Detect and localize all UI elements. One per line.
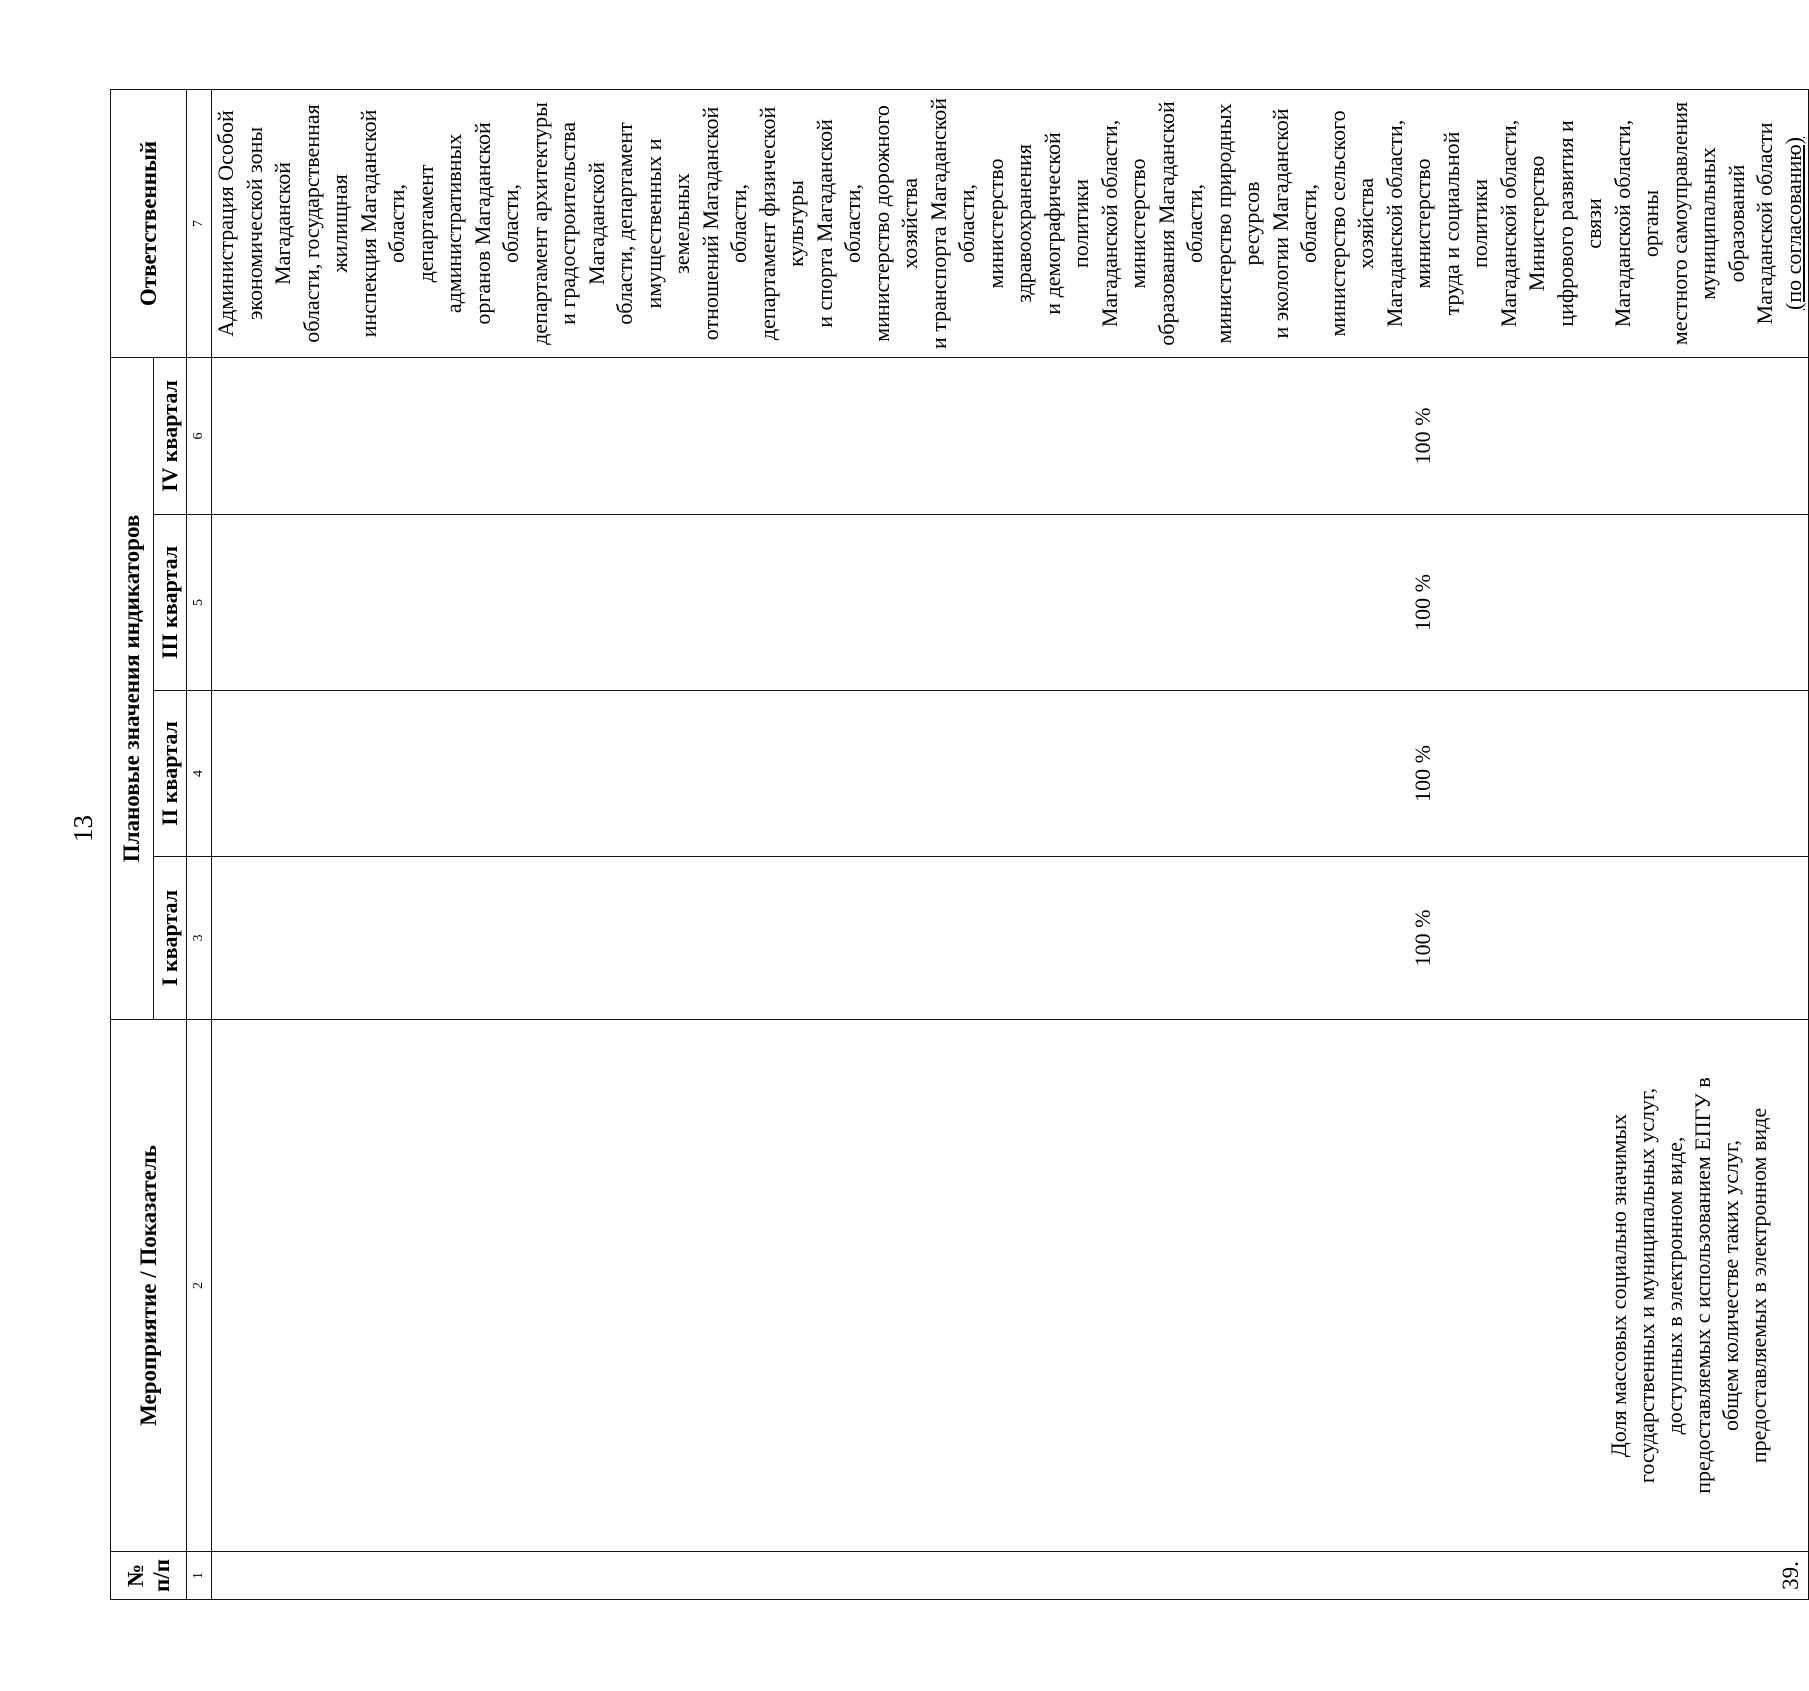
indicator-line: общем количестве таких услуг, [1718, 1139, 1743, 1432]
responsible-line: отношений Магаданской области, [697, 106, 751, 341]
responsible-line: области, департамент [612, 122, 637, 325]
responsible-line: Магаданской области, министерство [1096, 119, 1150, 328]
responsible-line: Администрация Особой [213, 110, 238, 337]
table-row [212, 89, 1809, 1599]
q3-value: 100 % [1410, 574, 1435, 631]
q2-value-cell [212, 691, 1809, 857]
row-number: 39. [1778, 1561, 1803, 1590]
column-number: 2 [187, 1020, 212, 1552]
indicators-table [110, 89, 1809, 1600]
header-q4: IV квартал [154, 357, 187, 514]
responsible-line: (по согласованию) [1780, 136, 1806, 310]
indicator-line: Доля массовых социально значимых [1606, 1113, 1631, 1458]
header-activity: Мероприятие / Показатель [111, 1020, 187, 1552]
header-q2: II квартал [154, 691, 187, 857]
indicator-text [1605, 1020, 1808, 1551]
column-number: 7 [187, 89, 212, 357]
responsible-line: и экологии Магаданской области, [1267, 108, 1321, 339]
responsible-line: Магаданской области, министерство [1381, 119, 1435, 328]
responsible-line: департамент физической культуры [754, 106, 808, 341]
responsible-line: Магаданской области [1752, 122, 1777, 325]
responsible-line: и транспорта Магаданской области, [925, 97, 979, 349]
indicator-line: государственных и муниципальных услуг, [1634, 1087, 1659, 1484]
column-number: 5 [187, 515, 212, 691]
row-number-cell [212, 1552, 1809, 1600]
rotated-page-content [110, 90, 1806, 1600]
responsible-line: Магаданской области, органы [1609, 119, 1663, 328]
responsible-line: Магаданской области, Министерство [1495, 119, 1549, 328]
q1-value: 100 % [1410, 909, 1435, 967]
indicator-line: предоставляемых с использованием ЕПГУ в [1690, 1077, 1715, 1494]
responsible-line: департамент архитектуры [526, 102, 552, 345]
responsible-line: области, государственная жилищная [298, 104, 352, 343]
responsible-line: министерство природных ресурсов [1210, 103, 1264, 344]
header-q3: III квартал [154, 515, 187, 691]
responsible-line: органов Магаданской области, [469, 122, 523, 325]
column-number: 4 [187, 691, 212, 857]
q4-value-cell [212, 357, 1809, 514]
column-number: 6 [187, 357, 212, 514]
header-planned-values: Плановые значения индикаторов [111, 357, 154, 1019]
column-numbers-row [187, 89, 212, 1599]
responsible-line: департамент административных [412, 133, 466, 314]
responsible-line: инспекция Магаданской области, [355, 109, 409, 338]
indicator-line: доступных в электронном виде, [1662, 1136, 1687, 1435]
page-number: 13 [68, 815, 98, 842]
responsible-line: образования Магаданской области, [1153, 101, 1207, 346]
responsible-line: труда и социальной политики [1438, 131, 1492, 316]
responsible-line: и спорта Магаданской области, [811, 119, 865, 328]
q1-value-cell [212, 857, 1809, 1020]
header-row-1 [111, 89, 154, 1599]
responsible-line: экономической зоны Магаданской [241, 126, 295, 321]
indicator-cell [212, 1020, 1809, 1552]
responsible-line: министерство здравоохранения [982, 144, 1036, 303]
q3-value-cell [212, 515, 1809, 691]
responsible-line: имущественных и земельных [640, 138, 694, 309]
responsible-line: местного самоуправления [1666, 101, 1692, 346]
responsible-line: цифрового развития и связи [1552, 120, 1606, 327]
responsible-line: и градостроительства Магаданской [555, 122, 609, 325]
q2-value: 100 % [1410, 745, 1435, 802]
responsible-line: и демографической политики [1039, 132, 1093, 315]
header-number: № п/п [111, 1552, 187, 1600]
responsible-line: муниципальных образований [1695, 147, 1749, 300]
responsible-line: министерство дорожного хозяйства [868, 105, 922, 342]
indicator-line: предоставляемых в электронном виде [1746, 1107, 1771, 1464]
header-responsible: Ответственный [111, 89, 187, 357]
column-number: 3 [187, 857, 212, 1020]
column-number: 1 [187, 1552, 212, 1600]
q4-value: 100 % [1410, 407, 1435, 465]
responsible-line: министерство сельского хозяйства [1324, 110, 1378, 337]
responsible-cell [212, 89, 1809, 357]
header-q1: I квартал [154, 857, 187, 1020]
